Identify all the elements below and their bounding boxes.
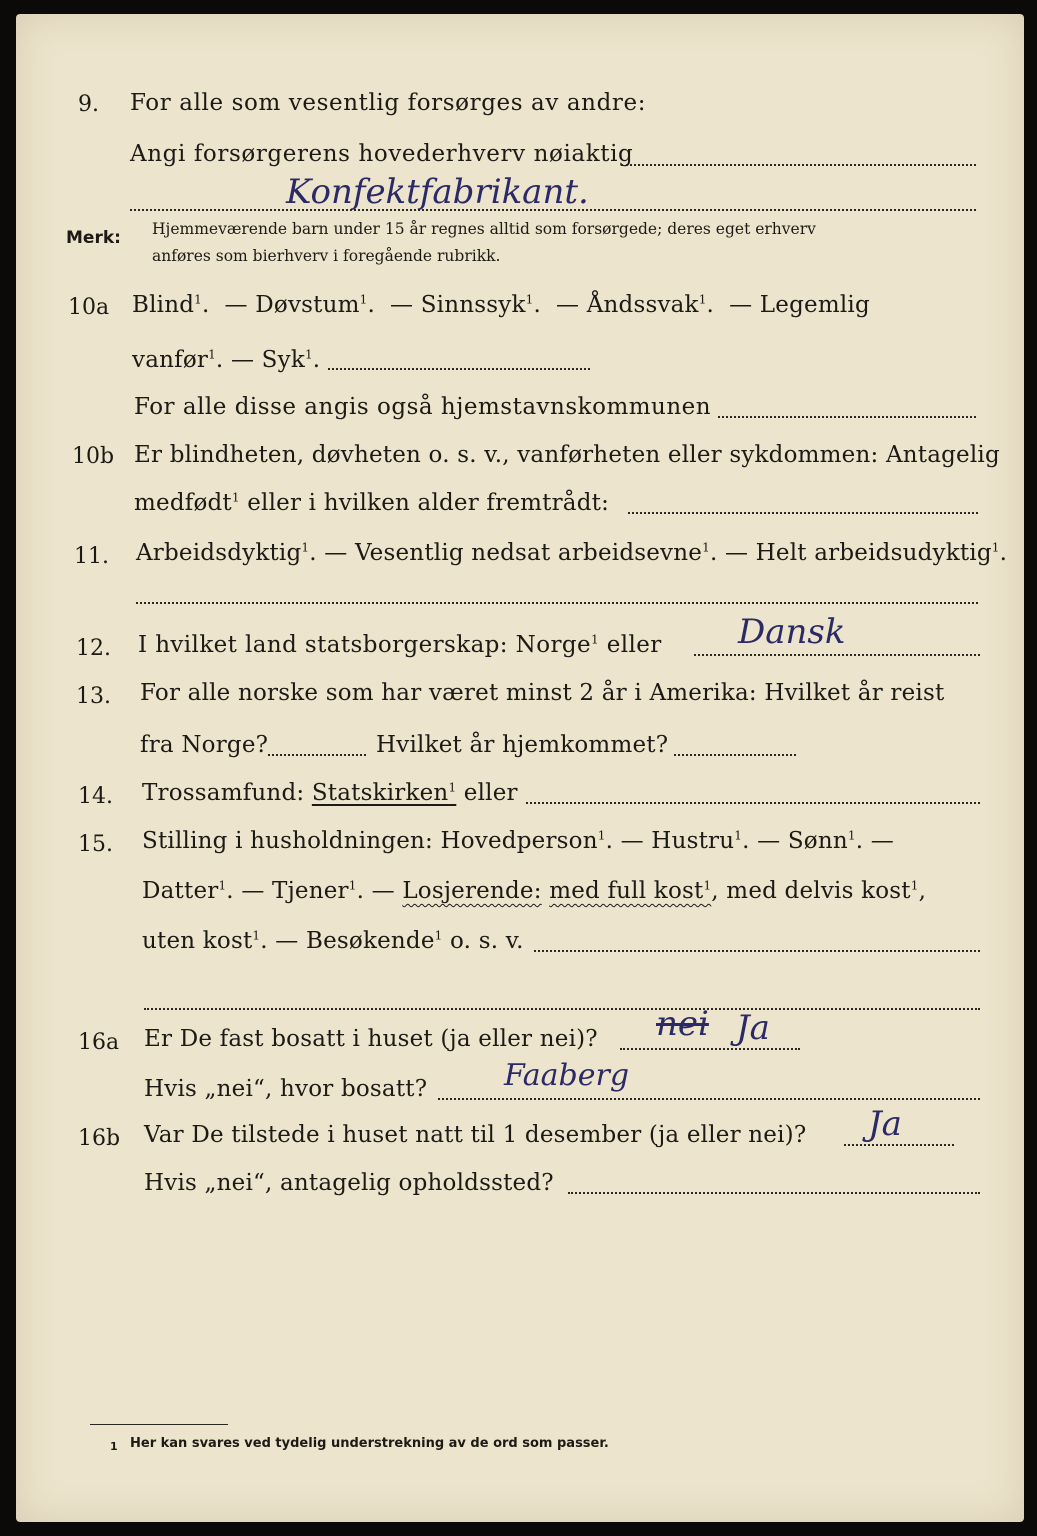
- q16a-number: 16a: [78, 1030, 120, 1055]
- q15-line3-fill: [534, 950, 980, 952]
- q10b-line2-fill: [628, 512, 978, 514]
- sup: 1: [847, 828, 856, 843]
- q13-line2a: fra Norge?: [140, 732, 269, 758]
- q9-line2-fill: [621, 164, 976, 166]
- q13-hjemkommet-fill: [674, 754, 796, 756]
- q14-label: Trossamfund:: [142, 780, 312, 806]
- q15-opt-datter: Datter: [142, 878, 219, 904]
- q14-eller: eller: [456, 780, 518, 806]
- q15-answer-line: [144, 1008, 980, 1010]
- sup: 1: [448, 780, 457, 795]
- q15-line3: [142, 928, 524, 954]
- q16a-line1-fill: [620, 1048, 800, 1050]
- q10a-line1: Blind$^1$. — Døvstum$^1$. — Sinnssyk$^1$. — Åndssvak$^1$. — Legemlig: [132, 292, 870, 318]
- q10b-opt-medfodt: medfødt: [134, 490, 232, 516]
- sup: 1: [194, 292, 202, 307]
- q10a-line2: vanfør$^1$. — Syk$^1$.: [132, 347, 321, 373]
- sup: 1: [525, 292, 534, 307]
- q15-line1-end: . —: [855, 828, 894, 854]
- q10a-opt-blind: Blind: [132, 292, 195, 318]
- q14-statskirken-text: Statskirken: [311, 780, 449, 806]
- q14-number: 14.: [78, 784, 113, 809]
- q14-line1: [142, 780, 518, 806]
- q9-number: 9.: [78, 92, 99, 117]
- q12-line1: [138, 632, 662, 658]
- q16a-line2-fill: [438, 1098, 980, 1100]
- sup: 1: [218, 878, 227, 893]
- q10a-opt-dovstum: — Døvstum: [224, 292, 360, 318]
- q10b-line2-text: eller i hvilken alder fremtrådt:: [239, 490, 610, 516]
- q11-number: 11.: [74, 544, 109, 569]
- q10b-number: 10b: [72, 444, 115, 469]
- q12-eller: eller: [599, 632, 662, 658]
- footnote-rule: [90, 1424, 228, 1425]
- q15-line1: [142, 828, 894, 854]
- q16b-line1-fill: [844, 1144, 954, 1146]
- q10a-line2-fill: [328, 368, 590, 370]
- q16b-line2: Hvis „nei“, antagelig opholdssted?: [144, 1170, 554, 1196]
- q15-opt-delvis-kost: , med delvis kost: [711, 878, 911, 904]
- q16a-line1: Er De fast bosatt i huset (ja eller nei)?: [144, 1026, 598, 1052]
- q16b-line1: Var De tilstede i huset natt til 1 desember (ja eller nei)?: [144, 1122, 807, 1148]
- q10a-opt-syk: — Syk: [230, 347, 305, 373]
- sup: 1: [698, 292, 707, 307]
- q15-osv: o. s. v.: [442, 928, 524, 954]
- q11-opt-arbeidsdyktig: Arbeidsdyktig: [136, 540, 302, 566]
- q9-line2: Angi forsørgerens hovederhverv nøiaktig: [130, 141, 634, 167]
- q15-full-kost-text: med full kost: [549, 878, 704, 904]
- q12-handwritten-answer: Dansk: [738, 612, 846, 652]
- q10a-line3: For alle disse angis også hjemstavnskommunen: [134, 394, 712, 420]
- sup: 1: [590, 632, 600, 647]
- q15-sep: . —: [356, 878, 403, 904]
- q10a-opt-sinnssyk: — Sinnssyk: [390, 292, 526, 318]
- sup: 1: [252, 928, 261, 943]
- q11-opt-nedsat: . — Vesentlig nedsat arbeidsevne: [309, 540, 703, 566]
- q11-opt-udyktig: . — Helt arbeidsudyktig: [709, 540, 992, 566]
- census-form-page: [16, 14, 1024, 1522]
- q15-number: 15.: [78, 832, 113, 857]
- q12-text: I hvilket land statsborgerskap: Norge: [138, 632, 591, 658]
- q10a-line3-fill: [718, 416, 976, 418]
- q10b-line1: Er blindheten, døvheten o. s. v., vanførheten eller sykdommen: Antagelig: [134, 442, 1000, 468]
- q13-line1: For alle norske som har været minst 2 år i Amerika: Hvilket år reist: [140, 680, 945, 706]
- q15-opt-uten-kost: uten kost: [142, 928, 253, 954]
- q14-opt-statskirken: [312, 780, 456, 806]
- q10a-number: 10a: [68, 295, 110, 320]
- q15-opt-sonn: . — Sønn: [742, 828, 848, 854]
- q15-opt-full-kost: [549, 878, 711, 904]
- q12-number: 12.: [76, 636, 111, 661]
- q16b-number: 16b: [78, 1126, 121, 1151]
- q10a-opt-vanfor: vanfør: [132, 347, 209, 373]
- q16a-handwritten-answer: Ja: [736, 1008, 770, 1048]
- merk-label: Merk:: [66, 228, 121, 248]
- footnote-text: Her kan svares ved tydelig understrekning av de ord som passer.: [130, 1436, 609, 1451]
- q11-answer-line: [136, 602, 978, 604]
- q16b-handwritten-answer: Ja: [868, 1104, 902, 1144]
- q10b-line2: [134, 490, 609, 516]
- sup: 1: [991, 540, 1000, 555]
- sup: 1: [910, 878, 919, 893]
- sup: 1: [734, 828, 743, 843]
- q16a-struck-answer: nei: [656, 1004, 709, 1044]
- sup: 1: [597, 828, 606, 843]
- merk-line2: anføres som bierhverv i foregående rubrikk.: [152, 247, 501, 265]
- sup: 1: [348, 878, 357, 893]
- q16a-line2: Hvis „nei“, hvor bosatt?: [144, 1076, 428, 1102]
- q13-number: 13.: [76, 684, 111, 709]
- q13-reist-fill: [268, 754, 366, 756]
- q9-handwritten-answer: Konfektfabrikant.: [286, 172, 589, 212]
- q14-fill: [526, 802, 980, 804]
- q11-line1: Arbeidsdyktig$^1$. — Vesentlig nedsat arbeidsevne$^1$. — Helt arbeidsudyktig$^1$.: [136, 540, 1008, 566]
- q15-opt-losjerende: Losjerende:: [402, 878, 542, 904]
- sup: 1: [208, 347, 216, 362]
- q15-opt-besokende: . — Besøkende: [260, 928, 435, 954]
- merk-line1: Hjemmeværende barn under 15 år regnes alltid som forsørgede; deres eget erhverv: [152, 220, 816, 238]
- sup: 1: [434, 928, 443, 943]
- sup: 1: [359, 292, 368, 307]
- sup: 1: [301, 540, 310, 555]
- q9-line1: For alle som vesentlig forsørges av andre:: [130, 90, 647, 116]
- q10a-opt-legemlig: — Legemlig: [729, 292, 870, 318]
- q15-opt-hovedperson: Stilling i husholdningen: Hovedperson: [142, 828, 598, 854]
- q15-opt-tjener: . — Tjener: [226, 878, 349, 904]
- sup: 1: [702, 540, 710, 555]
- q13-line2b: Hvilket år hjemkommet?: [376, 732, 669, 758]
- q15-opt-hustru: . — Hustru: [605, 828, 735, 854]
- sup: 1: [231, 490, 240, 505]
- sup: 1: [304, 347, 313, 362]
- q16b-line2-fill: [568, 1192, 980, 1194]
- q12-fill: [694, 654, 980, 656]
- q10a-opt-andssvak: — Åndssvak: [555, 292, 699, 318]
- footnote-mark: 1: [110, 1440, 118, 1453]
- q15-line2: Datter$^1$. — Tjener$^1$. — Losjerende: med full kost$^1$, med delvis kost$^1$,: [142, 878, 927, 904]
- q16a-handwritten-bosatt: Faaberg: [504, 1058, 630, 1093]
- sup: 1: [703, 878, 712, 893]
- q9-answer-line: [130, 209, 976, 211]
